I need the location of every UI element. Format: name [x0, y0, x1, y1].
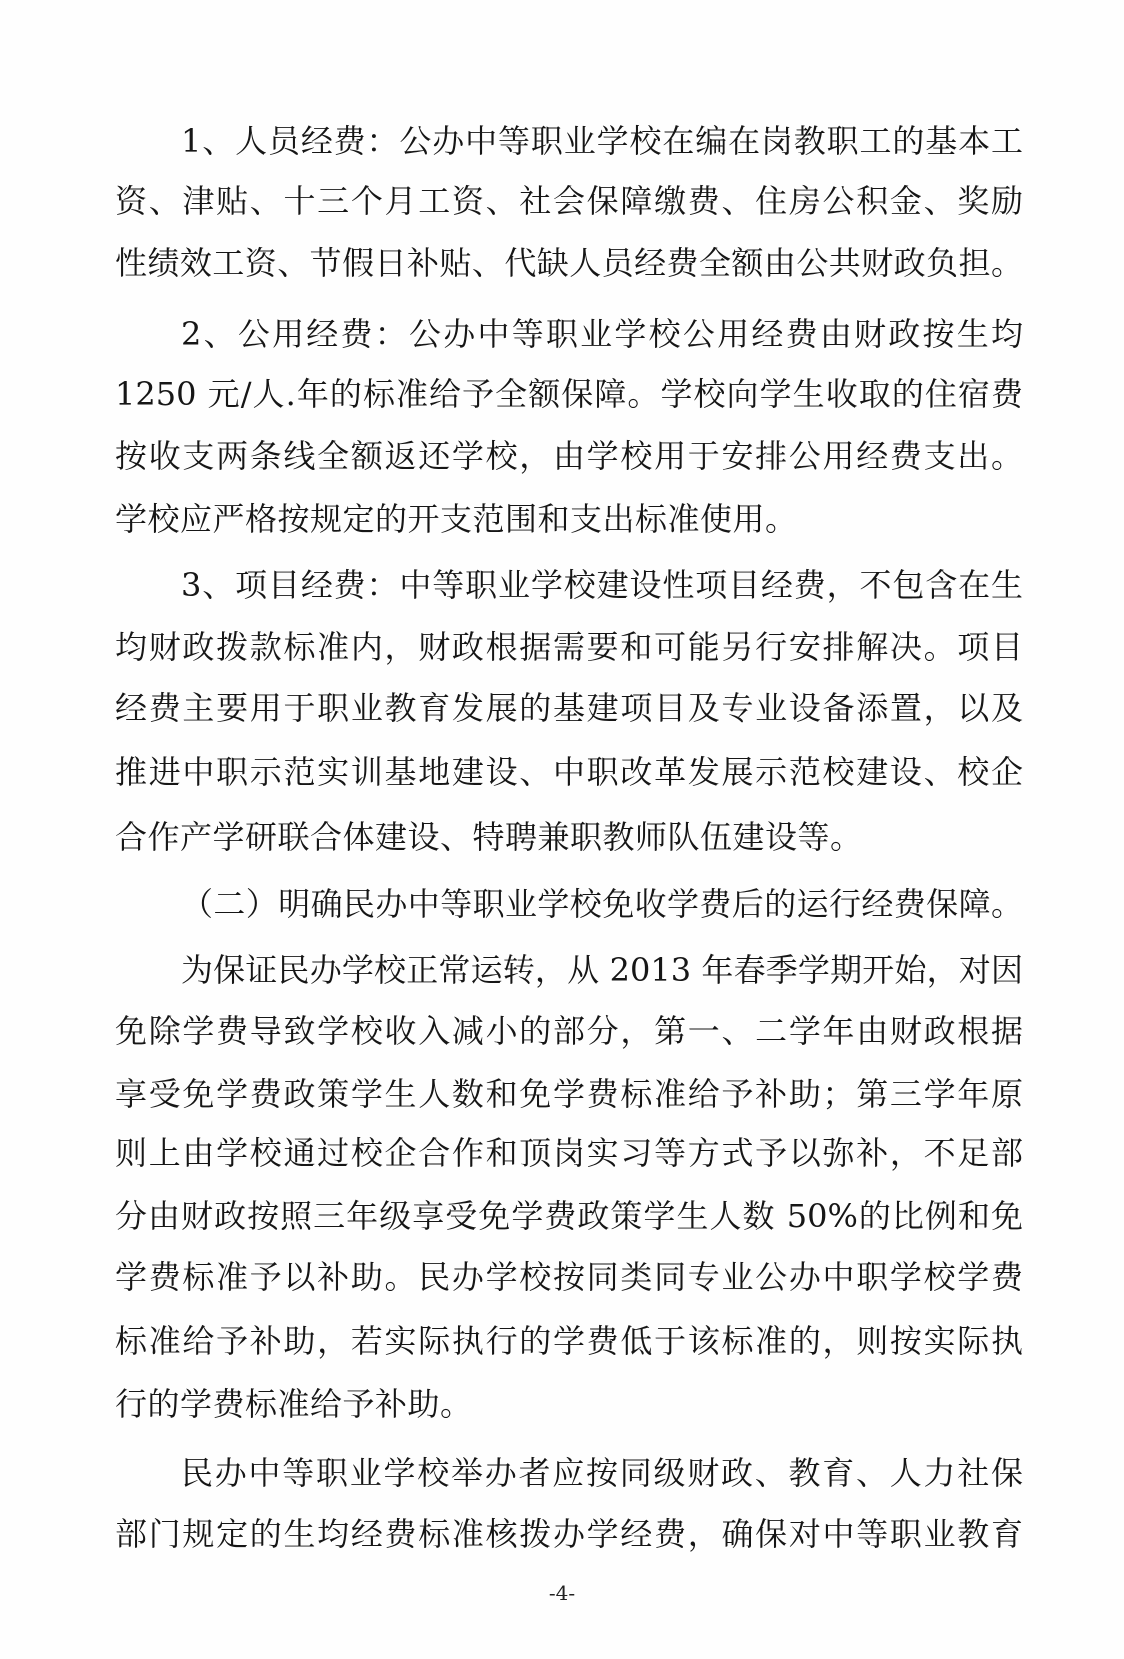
text-line: 行的学费标准给予补助。 [115, 1385, 473, 1423]
text-line: 1250 元/人.年的标准给予全额保障。学校向学生收取的住宿费 [115, 375, 1023, 413]
text-line: 免除学费导致学校收入减小的部分，第一、二学年由财政根据 [115, 1012, 1023, 1050]
text-line: 享受免学费政策学生人数和免学费标准给予补助；第三学年原 [115, 1075, 1023, 1113]
text-line: 为保证民办学校正常运转，从 2013 年春季学期开始，对因 [181, 951, 1023, 989]
text-line: 均财政拨款标准内，财政根据需要和可能另行安排解决。项目 [115, 628, 1023, 666]
text-line: 则上由学校通过校企合作和顶岗实习等方式予以弥补，不足部 [115, 1134, 1023, 1172]
text-line: 民办中等职业学校举办者应按同级财政、教育、人力社保 [181, 1454, 1023, 1492]
section-heading: （二）明确民办中等职业学校免收学费后的运行经费保障。 [181, 885, 1023, 923]
text-line: 学校应严格按规定的开支范围和支出标准使用。 [115, 500, 798, 538]
text-line: 学费标准予以补助。民办学校按同类同专业公办中职学校学费 [115, 1258, 1023, 1296]
text-line: 2、公用经费：公办中等职业学校公用经费由财政按生均 [181, 315, 1023, 353]
text-line: 推进中职示范实训基地建设、中职改革发展示范校建设、校企 [115, 753, 1023, 791]
text-line: 经费主要用于职业教育发展的基建项目及专业设备添置，以及 [115, 689, 1023, 727]
text-line: 资、津贴、十三个月工资、社会保障缴费、住房公积金、奖励 [115, 182, 1023, 220]
text-line: 分由财政按照三年级享受免学费政策学生人数 50%的比例和免 [115, 1197, 1023, 1235]
text-line: 1、人员经费：公办中等职业学校在编在岗教职工的基本工 [181, 122, 1023, 160]
text-line: 3、项目经费：中等职业学校建设性项目经费，不包含在生 [181, 566, 1023, 604]
text-line: 标准给予补助，若实际执行的学费低于该标准的，则按实际执 [115, 1322, 1023, 1360]
text-line: 合作产学研联合体建设、特聘兼职教师队伍建设等。 [115, 818, 863, 856]
text-line: 性绩效工资、节假日补贴、代缺人员经费全额由公共财政负担。 [115, 244, 1023, 282]
page-number: -4- [548, 1581, 576, 1605]
text-line: 部门规定的生均经费标准核拨办学经费，确保对中等职业教育 [115, 1515, 1023, 1553]
text-line: 按收支两条线全额返还学校，由学校用于安排公用经费支出。 [115, 437, 1023, 475]
